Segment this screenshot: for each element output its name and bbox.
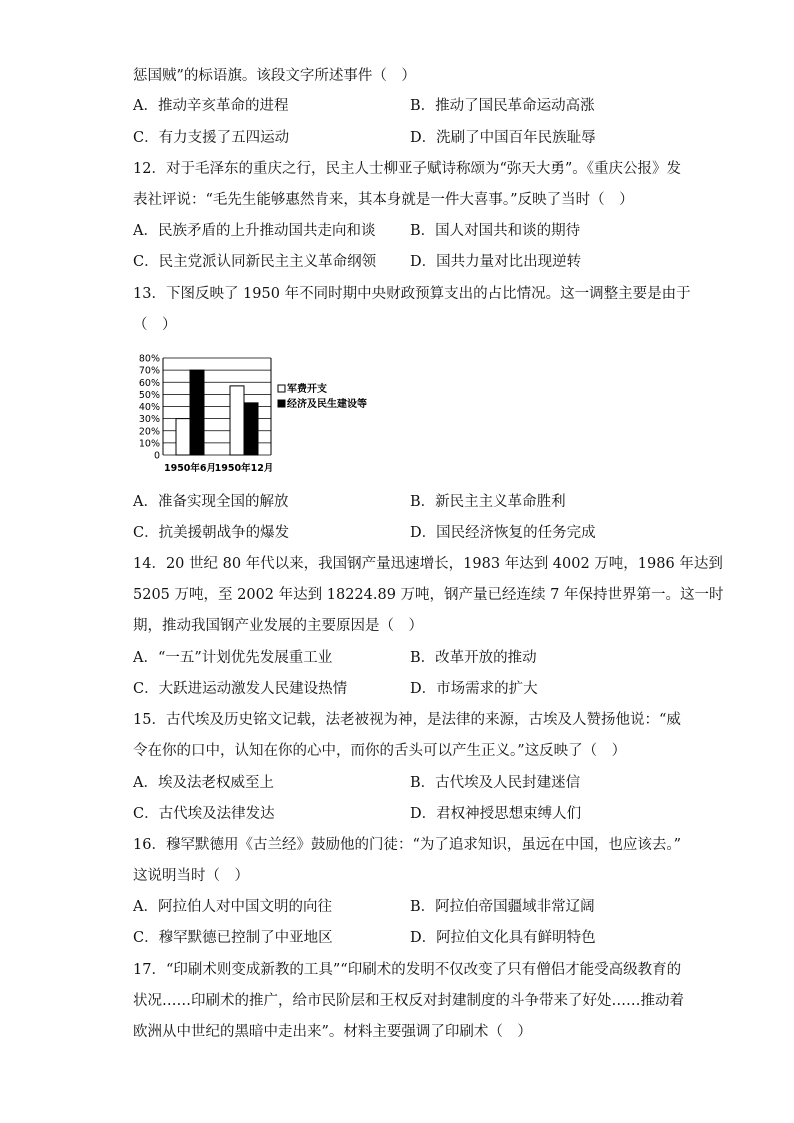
q14-option-c: C．大跃进运动激发人民建设热情 [133,681,348,697]
q14-option-b: B．改革开放的推动 [410,650,537,666]
q15-option-d: D．君权神授思想束缚人们 [410,806,582,822]
q14-option-d: D．市场需求的扩大 [410,681,538,697]
q15-stem-line1: 15．古代埃及历史铭文记载，法老被视为神，是法律的来源，古埃及人赞扬他说：“威 [133,712,681,728]
q14-option-a: A．“一五”计划优先发展重工业 [133,650,333,666]
y-tick-label: 30% [138,414,160,426]
legend-swatch [278,400,285,407]
bar-economy [244,403,258,455]
q16-stem-line2: 这说明当时（ ） [133,868,249,884]
q12-option-c: C．民主党派认同新民主主义革命纲领 [133,254,377,270]
q17-stem-line3: 欧洲从中世纪的黑暗中走出来”。材料主要强调了印刷术（ ） [133,1024,532,1040]
q15-option-c: C．古代埃及法律发达 [133,806,275,822]
y-tick-label: 80% [138,353,160,365]
q16-option-a: A．阿拉伯人对中国文明的向往 [133,899,332,915]
q15-option-a: A．埃及法老权威至上 [133,775,274,791]
legend-label: 经济及民生建设等 [287,399,367,410]
q12-option-a: A．民族矛盾的上升推动国共走向和谈 [133,223,376,239]
q16-option-d: D．阿拉伯文化具有鲜明特色 [410,930,596,946]
y-tick-label: 50% [138,389,160,401]
bar-military [230,386,244,455]
y-tick-label: 40% [138,402,160,413]
x-tick-label: 1950年12月 [214,463,274,474]
q17-stem-line2: 状况……印刷术的推广，给市民阶层和王权反对封建制度的斗争带来了好处……推动着 [133,993,684,1009]
q11-stem-tail: 惩国贼”的标语旗。该段文字所述事件（ ） [133,68,416,84]
q12-option-d: D．国共力量对比出现逆转 [410,254,582,270]
y-tick-label: 20% [138,426,160,438]
q13-option-b: B．新民主主义革命胜利 [410,494,566,510]
q11-option-c: C．有力支援了五四运动 [133,130,290,146]
x-tick-label: 1950年6月 [163,463,217,474]
q14-stem-line1: 14．20 世纪 80 年代以来，我国钢产量迅速增长，1983 年达到 4002 万吨，1986 年达到 [133,556,723,572]
q14-stem-line3: 期，推动我国钢产业发展的主要原因是（ ） [133,618,423,634]
budget-bar-chart [133,350,393,480]
q14-stem-line2: 5205 万吨，至 2002 年达到 18224.89 万吨，钢产量已经连续 7 年保持世界第一。这一时 [133,587,724,603]
y-tick-label: 60% [138,377,160,389]
y-tick-label: 70% [138,365,160,377]
q16-option-c: C．穆罕默德已控制了中亚地区 [133,930,333,946]
q11-option-b: B．推动了国民革命运动高涨 [410,98,595,114]
q13-option-a: A．准备实现全国的解放 [133,494,289,510]
q15-stem-line2: 令在你的口中，认知在你的心中，而你的舌头可以产生正义。”这反映了（ ） [133,743,627,759]
q16-stem-line1: 16．穆罕默德用《古兰经》鼓励他的门徒：“为了追求知识，虽远在中国，也应该去。” [133,837,682,853]
legend-swatch [278,385,285,392]
q13-option-c: C．抗美援朝战争的爆发 [133,525,290,541]
q11-option-d: D．洗刷了中国百年民族耻辱 [410,130,596,146]
legend-label: 军费开支 [287,384,327,395]
q13-stem-line1: 13．下图反映了 1950 年不同时期中央财政预算支出的占比情况。这一调整主要是由于 [133,286,691,302]
q16-option-b: B．阿拉伯帝国疆域非常辽阔 [410,899,595,915]
y-tick-label: 10% [138,438,160,450]
y-tick-label: 0 [153,450,160,462]
q12-stem-line1: 12．对于毛泽东的重庆之行，民主人士柳亚子赋诗称颂为“弥天大勇”。《重庆公报》发 [133,161,682,177]
q12-stem-line2: 表社评说：“毛先生能够惠然肯来，其本身就是一件大喜事。”反映了当时（ ） [133,192,634,208]
bar-economy [190,370,204,455]
q17-stem-line1: 17．“印刷术则变成新教的工具”“印刷术的发明不仅改变了只有僧侣才能受高级教育的 [133,962,682,978]
bar-military [176,419,190,455]
q13-stem-line2: （ ） [133,317,177,333]
q12-option-b: B．国人对国共和谈的期待 [410,223,581,239]
q13-option-d: D．国民经济恢复的任务完成 [410,525,596,541]
q15-option-b: B．古代埃及人民封建迷信 [410,775,581,791]
q11-option-a: A．推动辛亥革命的进程 [133,98,289,114]
